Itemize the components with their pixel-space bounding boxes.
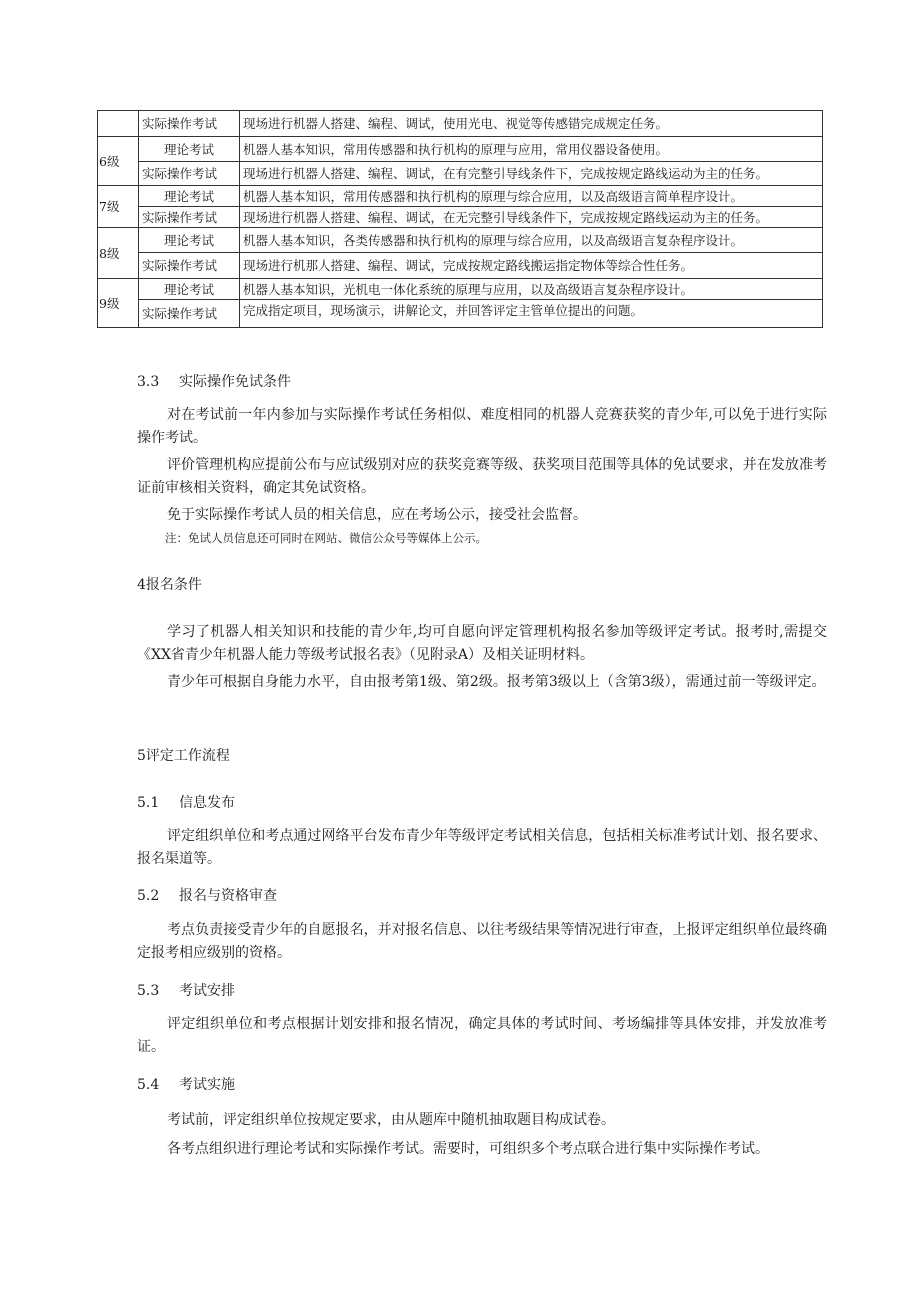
section-5-heading: 5评定工作流程: [137, 748, 230, 764]
exam-content-cell: 机器人基本知识，常用传感器和执行机构的原理与应用，常用仪器设备使用。: [240, 137, 823, 162]
table-row: [98, 111, 823, 137]
exam-content-cell: 机器人基本知识，常用传感器和执行机构的原理与综合应用，以及高级语言简单程序设计。: [240, 186, 823, 207]
level-cell: 7级: [98, 186, 139, 228]
exam-type-cell: 理论考试: [139, 279, 240, 300]
section-5-2-paragraph: 考点负责接受青少年的自愿报名，并对报名信息、以往考级结果等情况进行审查，上报评定组织单位最终确定报考相应级别的资格。: [137, 922, 827, 961]
section-5-2-heading: 5.2 报名与资格审查: [137, 888, 277, 904]
level-cell: 8级: [98, 228, 139, 279]
grade-requirements-table: [97, 110, 823, 328]
section-5-3-paragraph: 评定组织单位和考点根据计划安排和报名情况，确定具体的考试时间、考场编排等具体安排，并发放准考证。: [137, 1016, 827, 1055]
exam-type-cell: 实际操作考试: [139, 162, 240, 186]
table-row: [98, 137, 823, 162]
exam-type-cell: 理论考试: [139, 186, 240, 207]
exam-content-cell: 机器人基本知识，各类传感器和执行机构的原理与综合应用，以及高级语言复杂程序设计。: [240, 228, 823, 253]
exam-content-cell: 机器人基本知识，光机电一体化系统的原理与应用，以及高级语言复杂程序设计。: [240, 279, 823, 300]
section-5-3-heading: 5.3 考试安排: [137, 983, 235, 999]
exam-content-cell: 完成指定项目，现场演示，讲解论文，并回答评定主管单位提出的问题。: [240, 300, 823, 328]
section-5-1-paragraph: 评定组织单位和考点通过网络平台发布青少年等级评定考试相关信息，包括相关标准考试计划、报名要求、报名渠道等。: [137, 828, 827, 867]
section-4-heading: 4报名条件: [137, 577, 202, 593]
section-5-4-paragraph-1: 考试前，评定组织单位按规定要求，由从题库中随机抽取题目构成试卷。: [167, 1112, 615, 1128]
table-row: [98, 207, 823, 228]
level-cell: 9级: [98, 279, 139, 328]
section-5-4-heading: 5.4 考试实施: [137, 1077, 235, 1093]
exam-type-cell: 实际操作考试: [139, 300, 240, 328]
exam-type-cell: 实际操作考试: [139, 111, 240, 137]
table-row: [98, 300, 823, 328]
exam-type-cell: 实际操作考试: [139, 207, 240, 228]
section-3-3-heading: 3.3 实际操作免试条件: [137, 374, 291, 390]
exam-type-cell: 理论考试: [139, 137, 240, 162]
section-4-paragraph-2: 青少年可根据自身能力水平，自由报考第1级、第2级。报考第3级以上（含第3级），需通过前一等级评定。: [167, 674, 826, 690]
section-3-3-note: 注：免试人员信息还可同时在网站、微信公众号等媒体上公示。: [165, 531, 487, 545]
exam-type-cell: 实际操作考试: [139, 253, 240, 279]
exam-content-cell: 现场进行机器人搭建、编程、调试，使用光电、视觉等传感错完成规定任务。: [240, 111, 823, 137]
section-3-3-paragraph-2: 评价管理机构应提前公布与应试级别对应的获奖竞赛等级、获奖项目范围等具体的免试要求，并在发放准考证前审核相关资料，确定其免试资格。: [137, 457, 827, 496]
section-5-1-heading: 5.1 信息发布: [137, 795, 235, 811]
level-cell: [98, 111, 139, 137]
section-3-3-paragraph-3: 免于实际操作考试人员的相关信息，应在考场公示，接受社会监督。: [167, 507, 587, 523]
section-5-4-paragraph-2: 各考点组织进行理论考试和实际操作考试。需要时，可组织多个考点联合进行集中实际操作考试。: [167, 1141, 769, 1157]
exam-content-cell: 现场进行机器人搭建、编程、调试，在无完整引导线条件下，完成按规定路线运动为主的任务。: [240, 207, 823, 228]
table-row: [98, 228, 823, 253]
section-4-paragraph-1: 学习了机器人相关知识和技能的青少年,均可自愿向评定管理机构报名参加等级评定考试。报考时,需提交《XX省青少年机器人能力等级考试报名表》（见附录A）及相关证明材料。: [137, 624, 827, 663]
table-row: [98, 162, 823, 186]
table-row: [98, 253, 823, 279]
level-cell: 6级: [98, 137, 139, 186]
exam-content-cell: 现场进行机器人搭建、编程、调试，在有完整引导线条件下，完成按规定路线运动为主的任务。: [240, 162, 823, 186]
exam-type-cell: 理论考试: [139, 228, 240, 253]
table-row: [98, 186, 823, 207]
exam-content-cell: 现场进行机那人搭建、编程、调试，完成按规定路线搬运指定物体等综合性任务。: [240, 253, 823, 279]
table-row: [98, 279, 823, 300]
section-3-3-paragraph-1: 对在考试前一年内参加与实际操作考试任务相似、难度相同的机器人竞赛获奖的青少年,可以免于进行实际操作考试。: [137, 407, 827, 446]
